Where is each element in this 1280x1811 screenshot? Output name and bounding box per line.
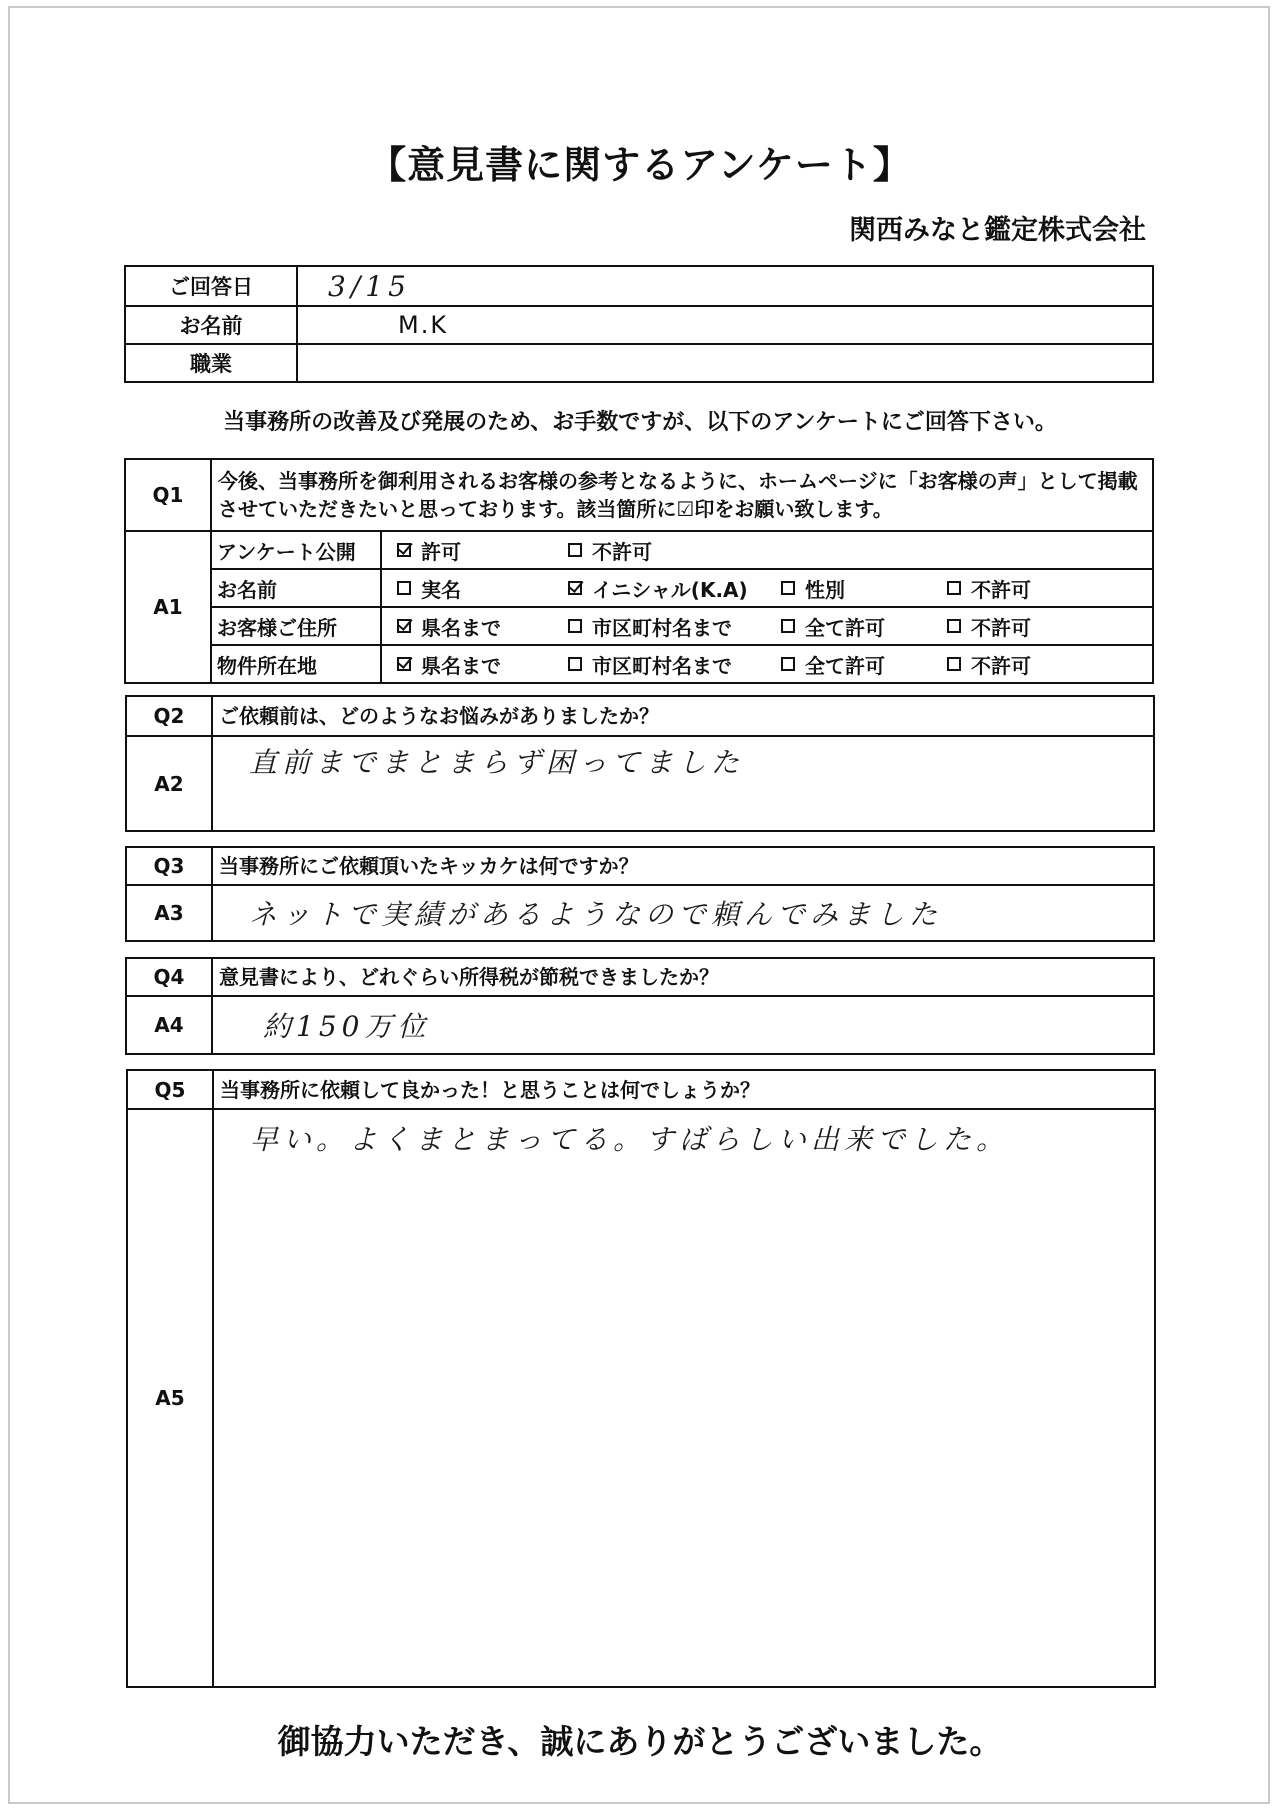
- option-label: 県名まで: [421, 653, 501, 678]
- checkbox-icon: [568, 619, 582, 633]
- option-address-deny[interactable]: [947, 612, 1031, 641]
- occupation-value: [297, 344, 1153, 382]
- name-text: M.K: [398, 311, 449, 339]
- option-label: 市区町村名まで: [592, 653, 732, 678]
- option-label: 実名: [421, 577, 461, 602]
- closing-message: 御協力いただき、誠にありがとうございました。: [277, 1722, 1003, 1761]
- a3-answer-cell: [212, 885, 1154, 941]
- checkbox-icon: [397, 581, 411, 595]
- option-address-city[interactable]: [568, 612, 732, 641]
- q5-label: Q5: [127, 1070, 213, 1109]
- checked-box-icon: [397, 543, 411, 557]
- a1-category-name: お名前: [211, 569, 381, 607]
- option-label: 県名まで: [421, 615, 501, 640]
- checked-box-icon: [397, 619, 411, 633]
- a4-answer-text: 約150万位: [263, 1010, 431, 1043]
- a1-options-publish: [381, 531, 1153, 569]
- a1-options-name: [381, 569, 1153, 607]
- checkbox-icon: [947, 657, 961, 671]
- a5-label: A5: [127, 1109, 213, 1687]
- a1-label: A1: [125, 531, 211, 683]
- q2-text: ご依頼前は、どのようなお悩みがありましたか？: [212, 696, 1154, 736]
- name-value: [297, 306, 1153, 344]
- checkbox-icon: [947, 581, 961, 595]
- occupation-label: 職業: [125, 344, 297, 382]
- company-name: 関西みなと鑑定株式会社: [849, 215, 1146, 246]
- option-label: 許可: [421, 539, 461, 564]
- q2-table: [125, 695, 1155, 832]
- a2-answer-text: 直前までまとまらず困ってました: [249, 746, 745, 779]
- a5-answer-text: 早い。よくまとまってる。すばらしい出来でした。: [250, 1123, 1010, 1156]
- respondent-table: [124, 265, 1154, 383]
- intro-text: 当事務所の改善及び発展のため、お手数ですが、以下のアンケートにご回答下さい。: [223, 410, 1057, 435]
- a1-category-publish: アンケート公開: [211, 531, 381, 569]
- q1-table: [124, 458, 1154, 684]
- option-address-prefecture[interactable]: [397, 612, 501, 641]
- a3-label: A3: [126, 885, 212, 941]
- q3-text: 当事務所にご依頼頂いたキッカケは何ですか？: [212, 847, 1154, 885]
- option-label: イニシャル(K.A): [592, 577, 748, 602]
- q5-text: 当事務所に依頼して良かった！と思うことは何でしょうか？: [213, 1070, 1155, 1109]
- answer-date-value: [297, 266, 1153, 306]
- option-name-deny[interactable]: [947, 574, 1031, 603]
- q3-label: Q3: [126, 847, 212, 885]
- checkbox-icon: [947, 619, 961, 633]
- option-property-deny[interactable]: [947, 650, 1031, 679]
- name-label: お名前: [125, 306, 297, 344]
- answer-date-text: 3/15: [328, 269, 411, 303]
- option-address-all[interactable]: [781, 612, 885, 641]
- a1-category-address: お客様ご住所: [211, 607, 381, 645]
- option-name-real[interactable]: [397, 574, 461, 603]
- option-label: 不許可: [971, 653, 1031, 678]
- checked-box-icon: [568, 581, 582, 595]
- q2-label: Q2: [126, 696, 212, 736]
- a1-options-property: [381, 645, 1153, 683]
- q1-label: Q1: [125, 459, 211, 531]
- option-label: 不許可: [971, 615, 1031, 640]
- checkbox-icon: [781, 581, 795, 595]
- checkbox-icon: [781, 619, 795, 633]
- q4-table: [125, 957, 1155, 1055]
- a3-answer-text: ネットで実績があるようなので頼んでみました: [249, 898, 943, 931]
- a4-answer-cell: [212, 996, 1154, 1054]
- checked-box-icon: [397, 657, 411, 671]
- option-property-prefecture[interactable]: [397, 650, 501, 679]
- a1-category-property: 物件所在地: [211, 645, 381, 683]
- option-name-initial[interactable]: [568, 574, 748, 603]
- a1-options-address: [381, 607, 1153, 645]
- checkbox-icon: [568, 657, 582, 671]
- a5-answer-cell: [213, 1109, 1155, 1687]
- a4-label: A4: [126, 996, 212, 1054]
- option-property-city[interactable]: [568, 650, 732, 679]
- checkbox-icon: [781, 657, 795, 671]
- option-label: 全て許可: [805, 653, 885, 678]
- q4-text: 意見書により、どれぐらい所得税が節税できましたか？: [212, 958, 1154, 996]
- option-label: 性別: [805, 577, 845, 602]
- answer-date-label: ご回答日: [125, 266, 297, 306]
- option-name-gender[interactable]: [781, 574, 845, 603]
- q4-label: Q4: [126, 958, 212, 996]
- option-label: 不許可: [971, 577, 1031, 602]
- checkbox-icon: [568, 543, 582, 557]
- option-publish-deny[interactable]: [568, 536, 652, 565]
- a2-answer-cell: [212, 736, 1154, 831]
- q3-table: [125, 846, 1155, 942]
- option-publish-allow[interactable]: [397, 536, 461, 565]
- q5-table: [126, 1069, 1156, 1688]
- option-property-all[interactable]: [781, 650, 885, 679]
- a2-label: A2: [126, 736, 212, 831]
- document-title: 【意見書に関するアンケート】: [368, 143, 912, 187]
- option-label: 全て許可: [805, 615, 885, 640]
- option-label: 不許可: [592, 539, 652, 564]
- q1-text: 今後、当事務所を御利用されるお客様の参考となるように、ホームページに「お客様の声」として掲載させていただきたいと思っております。該当箇所に☑印をお願い致します。: [211, 459, 1153, 531]
- option-label: 市区町村名まで: [592, 615, 732, 640]
